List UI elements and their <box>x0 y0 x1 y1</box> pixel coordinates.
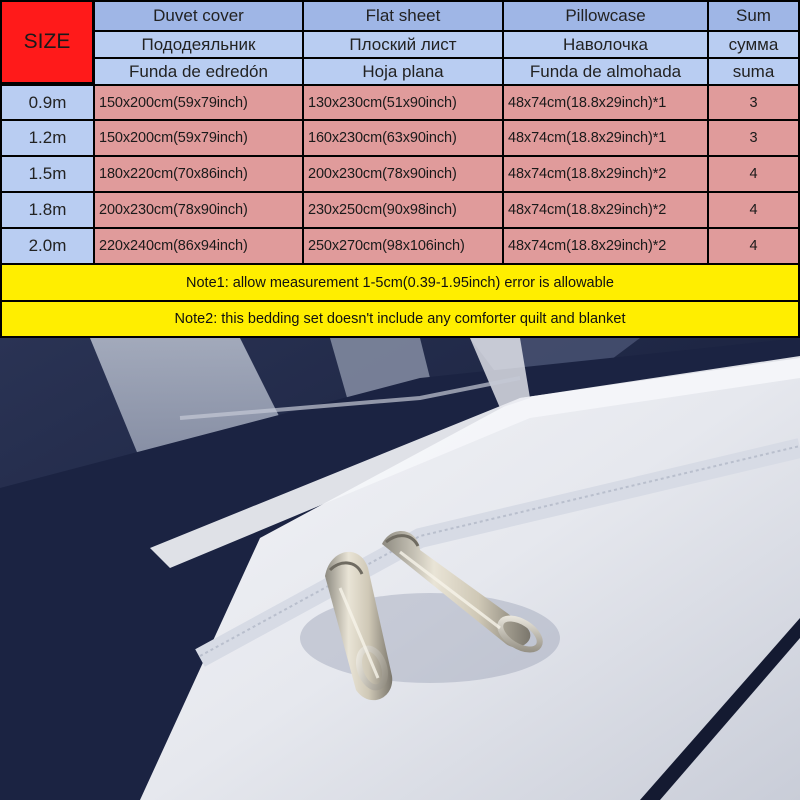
flat-sheet-size-value: 250x270cm(98x106inch) <box>304 229 502 263</box>
row-size-label: 1.5m <box>2 157 93 191</box>
pillowcase-size-value: 48x74cm(18.8x29inch)*2 <box>504 157 707 191</box>
row-size-label: 1.2m <box>2 121 93 155</box>
pillowcase-size-value: 48x74cm(18.8x29inch)*1 <box>504 121 707 155</box>
pillowcase-size-value: 48x74cm(18.8x29inch)*1 <box>504 86 707 119</box>
pillowcase-size-value: 48x74cm(18.8x29inch)*2 <box>504 193 707 227</box>
duvet-header-es: Funda de edredón <box>95 59 302 84</box>
note-1: Note1: allow measurement 1-5cm(0.39-1.95inch) error is allowable <box>2 265 798 300</box>
row-size-label: 1.8m <box>2 193 93 227</box>
flat-sheet-header-ru: Плоский лист <box>304 32 502 57</box>
flat-sheet-size-value: 160x230cm(63x90inch) <box>304 121 502 155</box>
duvet-size-value: 180x220cm(70x86inch) <box>95 157 302 191</box>
pillowcase-header-es: Funda de almohada <box>504 59 707 84</box>
size-header-cell: SIZE <box>2 2 92 82</box>
flat-sheet-size-value: 230x250cm(90x98inch) <box>304 193 502 227</box>
sum-value: 3 <box>709 121 798 155</box>
bedding-zipper-photo <box>0 338 800 800</box>
duvet-size-value: 150x200cm(59x79inch) <box>95 121 302 155</box>
duvet-header-ru: Пододеяльник <box>95 32 302 57</box>
duvet-size-value: 200x230cm(78x90inch) <box>95 193 302 227</box>
flat-sheet-header-en: Flat sheet <box>304 2 502 30</box>
duvet-header-en: Duvet cover <box>95 2 302 30</box>
duvet-size-value: 220x240cm(86x94inch) <box>95 229 302 263</box>
pillowcase-size-value: 48x74cm(18.8x29inch)*2 <box>504 229 707 263</box>
row-size-label: 2.0m <box>2 229 93 263</box>
sum-header-es: suma <box>709 59 798 84</box>
duvet-size-value: 150x200cm(59x79inch) <box>95 86 302 119</box>
flat-sheet-size-value: 200x230cm(78x90inch) <box>304 157 502 191</box>
sum-value: 4 <box>709 229 798 263</box>
sum-value: 4 <box>709 193 798 227</box>
pillowcase-header-en: Pillowcase <box>504 2 707 30</box>
sum-value: 3 <box>709 86 798 119</box>
sum-value: 4 <box>709 157 798 191</box>
row-size-label: 0.9m <box>2 86 93 119</box>
flat-sheet-size-value: 130x230cm(51x90inch) <box>304 86 502 119</box>
size-chart-table <box>0 0 800 338</box>
note-2: Note2: this bedding set doesn't include any comforter quilt and blanket <box>2 302 798 336</box>
sum-header-en: Sum <box>709 2 798 30</box>
flat-sheet-header-es: Hoja plana <box>304 59 502 84</box>
sum-header-ru: сумма <box>709 32 798 57</box>
pillowcase-header-ru: Наволочка <box>504 32 707 57</box>
